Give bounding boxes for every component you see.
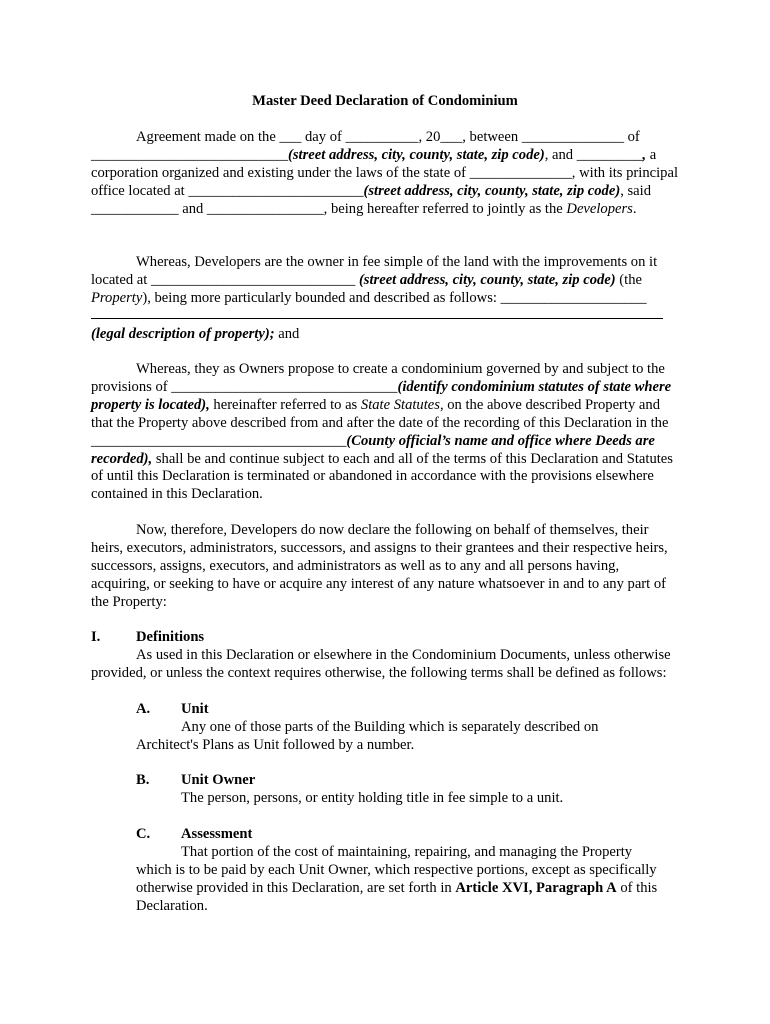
- definitions-intro: As used in this Declaration or elsewhere in the Condominium Documents, unless otherwise provided, or unless the context requires otherwise, the following terms shall be defined as follows:: [91, 647, 671, 681]
- blank-line: [91, 308, 663, 319]
- owners-paragraph: Whereas, they as Owners propose to create a condominium governed by and subject to the provisions of _______________________________(identify condominium statutes of state where property is located), hereinafter referred to as State Statutes, on the above described Property and that the Property above described from and after the date of the recording of this Declaration in the ___________________________________(County official’s name and office where Deeds are recorded), shall be and continue subject to each and all of the terms of this Declaration and Statutes of until this Declaration is terminated or abandoned in accordance with the provisions elsewhere contained in this Declaration.: [91, 361, 673, 503]
- section-heading: Definitions: [136, 629, 205, 645]
- definition-term: Unit Owner: [181, 772, 256, 788]
- definition-text: The person, persons, or entity holding title in fee simple to a unit.: [181, 790, 564, 806]
- definition-term: Unit: [181, 701, 209, 717]
- definition-letter: B.: [136, 772, 150, 788]
- definition-letter: C.: [136, 826, 151, 842]
- definition-text: That portion of the cost of maintaining, repairing, and managing the Property which is to be paid by each Unit Owner, which respective portions, except as specifically otherwise provided in this Declaration, are set forth in Article XVI, Paragraph A of this Declaration.: [136, 844, 658, 914]
- section-number: I.: [91, 629, 101, 645]
- property-paragraph: Whereas, Developers are the owner in fee simple of the land with the improvements on it located at ____________________________ (street address, city, county, state, zip code) (the Property), being more particularly bounded and described as follows: ____________________ (legal description of property); and: [91, 254, 681, 344]
- definition-text: Any one of those parts of the Building which is separately described on Architect's Plans as Unit followed by a number.: [136, 719, 599, 753]
- agreement-paragraph: Agreement made on the ___ day of __________, 20___, between ______________ of ___________________________(street address, city, county, state, zip code), and _________, a corporation organized and existing under the laws of the state of ______________, with its principal office located at ________________________(street address, city, county, state, zip code), said ____________ and ________________, being hereafter referred to jointly as the Developers.: [91, 129, 678, 217]
- definition-letter: A.: [136, 701, 151, 717]
- document-title: Master Deed Declaration of Condominium: [252, 93, 518, 109]
- definition-term: Assessment: [181, 826, 253, 842]
- declaration-paragraph: Now, therefore, Developers do now declare the following on behalf of themselves, their heirs, executors, administrators, successors, and assigns to their grantees and their respective heirs, successors, assigns, executors, and administrators as well as to any and all persons having, acquiring, or seeking to have or acquire any interest of any nature whatsoever in and to any part of the Property:: [91, 522, 668, 610]
